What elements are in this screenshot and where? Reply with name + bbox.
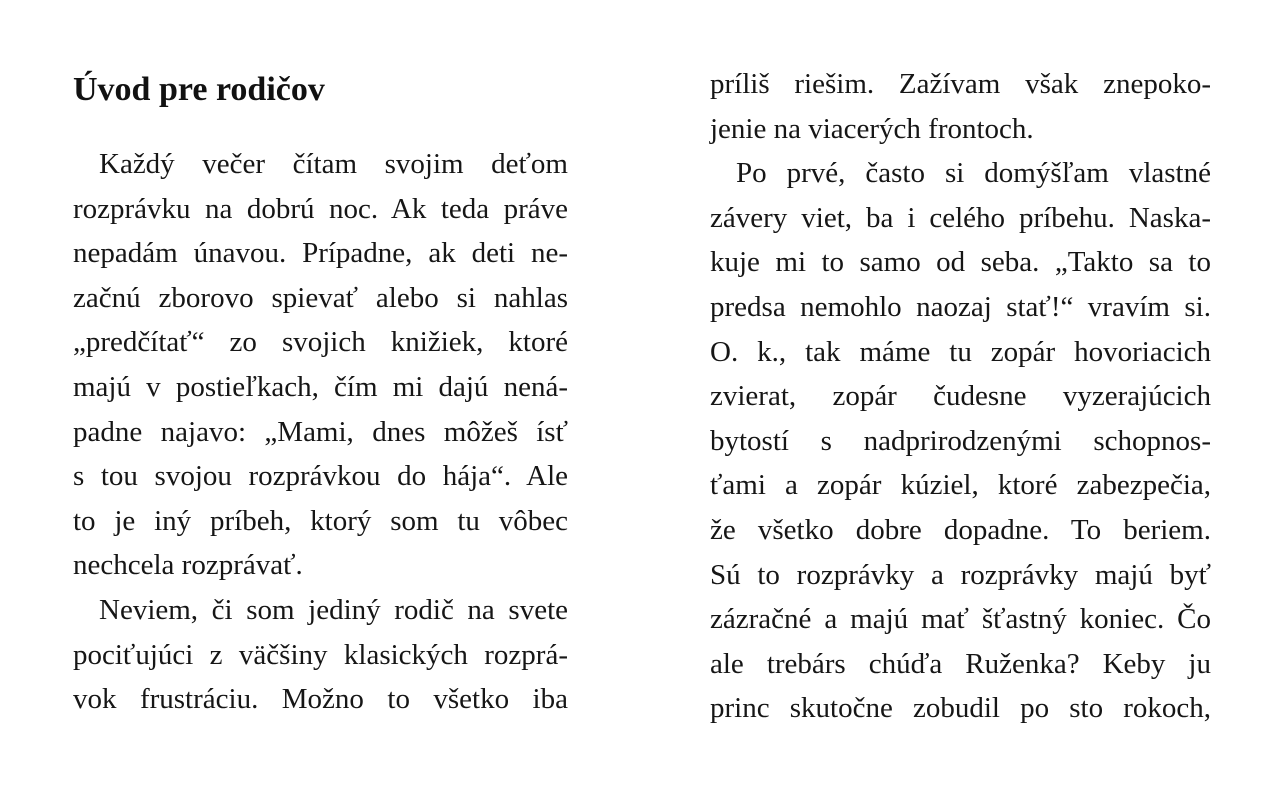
text-line: s tou svojou rozprávkou do hája“. Ale xyxy=(73,460,568,493)
text-line: vok frustráciu. Možno to všetko iba xyxy=(73,683,568,716)
text-line: závery viet, ba i celého príbehu. Naska- xyxy=(710,201,1211,234)
text-line: predsa nemohlo naozaj stať!“ vravím si. xyxy=(710,290,1211,323)
text-line: to je iný príbeh, ktorý som tu vôbec xyxy=(73,504,568,537)
text-line: „predčítať“ zo svojich knižiek, ktoré xyxy=(73,326,568,359)
text-line: Neviem, či som jediný rodič na svete xyxy=(99,593,568,626)
text-line: Po prvé, často si domýšľam vlastné xyxy=(736,157,1211,190)
text-line: zvierat, zopár čudesne vyzerajúcich xyxy=(710,380,1211,413)
text-line: princ skutočne zobudil po sto rokoch, xyxy=(710,692,1211,725)
text-line: majú v postieľkach, čím mi dajú nená- xyxy=(73,370,568,403)
text-line: bytostí s nadprirodzenými schopnos- xyxy=(710,424,1211,457)
text-line: zázračné a majú mať šťastný koniec. Čo xyxy=(710,603,1211,636)
text-line: nepadám únavou. Prípadne, ak deti ne- xyxy=(73,237,568,270)
left-page-text xyxy=(73,142,568,722)
text-line: pociťujúci z väčšiny klasických rozprá- xyxy=(73,638,568,671)
text-line: rozprávku na dobrú noc. Ak teda práve xyxy=(73,192,568,225)
text-line: Sú to rozprávky a rozprávky majú byť xyxy=(710,558,1211,591)
right-page-text xyxy=(710,62,1211,731)
chapter-heading: Úvod pre rodičov xyxy=(73,71,325,108)
text-line: ale trebárs chúďa Ruženka? Keby ju xyxy=(710,647,1211,680)
text-line: ťami a zopár kúziel, ktoré zabezpečia, xyxy=(710,469,1211,502)
text-line: nechcela rozprávať. xyxy=(73,549,303,582)
text-line: Každý večer čítam svojim deťom xyxy=(99,148,568,180)
text-line: že všetko dobre dopadne. To beriem. xyxy=(710,513,1211,546)
text-line: jenie na viacerých frontoch. xyxy=(710,112,1034,145)
text-line: O. k., tak máme tu zopár hovoriacich xyxy=(710,335,1211,368)
text-line: padne najavo: „Mami, dnes môžeš ísť xyxy=(73,415,568,448)
text-line: kuje mi to samo od seba. „Takto sa to xyxy=(710,246,1211,279)
text-line: začnú zborovo spievať alebo si nahlas xyxy=(73,281,568,314)
text-line: príliš riešim. Zažívam však znepoko- xyxy=(710,68,1211,100)
